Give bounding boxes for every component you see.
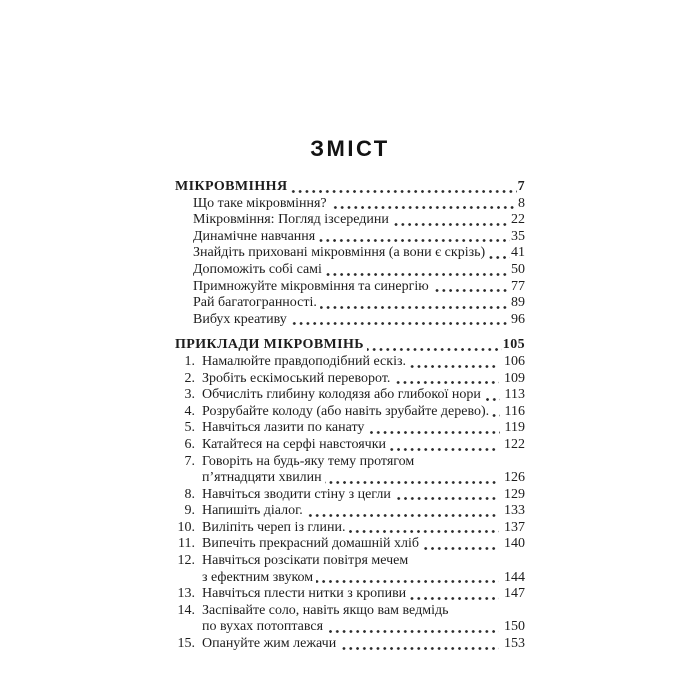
entry-number: 8. [184,486,195,502]
section-page-number: 105 [502,337,525,353]
entry-page-number: 96 [511,311,525,327]
entry-label: Що таке мікровміння? [193,195,327,211]
toc-entry-row [175,245,525,262]
page-title: ЗМІСТ [310,136,390,161]
toc-section [175,179,525,328]
toc-entry-row [175,196,525,213]
entry-number: 7. [184,453,195,469]
entry-page-number: 153 [504,636,525,652]
entry-label: Намалюйте правдоподібний ескіз. [202,353,406,369]
entry-label: Допоможіть собі самі [193,261,322,277]
toc-entry-row [175,636,525,653]
dot-leader [306,514,499,517]
entry-label: Примножуйте мікровміння та синергію [193,278,429,294]
entry-number: 4. [184,403,195,419]
dot-leader [367,348,502,351]
toc-entry-row [175,354,525,371]
entry-label: Розрубайте колоду (або навіть зрубайте дерево). [202,403,490,419]
dot-leader [393,381,499,384]
toc-entry-row [175,371,525,388]
entry-page-number: 119 [504,420,525,436]
dot-leader [394,497,499,500]
toc-entry-row [175,603,525,620]
toc-entry-row [175,536,525,553]
dot-leader [320,306,510,309]
entry-page-number: 140 [504,536,525,552]
entry-number: 14. [177,602,195,618]
entry-label: Заспівайте соло, навіть якщо вам ведмідь [202,602,449,618]
entry-page-number: 22 [511,212,525,228]
entry-page-number: 35 [511,228,525,244]
entry-label: Навчіться лазити по канату [202,420,365,436]
entry-number: 3. [184,387,195,403]
entry-page-number: 133 [504,503,525,519]
entry-page-number: 122 [504,436,525,452]
entry-number: 13. [177,586,195,602]
dot-leader [290,322,510,325]
toc-entry-continuation-row [175,570,525,587]
toc-entry-row [175,404,525,421]
entry-number: 2. [184,370,195,386]
toc-section-heading-row [175,337,525,354]
section-page-number: 7 [517,179,525,194]
entry-label-continued: з ефектним звуком [202,569,314,585]
entry-page-number: 106 [504,353,525,369]
dot-leader [325,481,499,484]
entry-label: Рай багатогранності. [193,295,317,311]
dot-leader [492,414,499,417]
entry-number: 9. [184,503,195,519]
toc-entry-row [175,420,525,437]
table-of-contents [175,137,525,653]
entry-number: 1. [184,353,195,369]
dot-leader [290,190,516,193]
entry-page-number: 77 [511,278,525,294]
toc-entry-continuation-row [175,470,525,487]
toc-entry-row [175,437,525,454]
toc-entry-row [175,229,525,246]
entry-page-number: 109 [504,370,525,386]
toc-section [175,337,525,652]
entry-page-number: 150 [504,619,525,635]
entry-label-continued: по вухах потоптався [202,619,324,635]
entry-page-number: 41 [511,245,525,261]
entry-label: Випечіть прекрасний домашній хліб [202,536,420,552]
entry-page-number: 89 [511,295,525,311]
entry-label: Мікровміння: Погляд ізсередини [193,212,389,228]
toc-entry-row [175,487,525,504]
entry-page-number: 8 [518,195,525,211]
entry-number: 12. [177,553,195,569]
entry-page-number: 126 [504,470,525,486]
toc-entry-row [175,212,525,229]
entry-label: Катайтеся на серфі навстоячки [202,436,386,452]
entry-page-number: 113 [504,387,525,403]
dot-leader [422,547,499,550]
dot-leader [325,273,510,276]
dot-leader [484,398,500,401]
entry-number: 11. [178,536,195,552]
entry-number: 15. [177,636,195,652]
dot-leader [409,365,499,368]
entry-label: Опануйте жим лежачи [202,636,337,652]
dot-leader [316,580,499,583]
entry-page-number: 147 [504,586,525,602]
dot-leader [392,223,510,226]
entry-number: 10. [177,519,195,535]
dot-leader [409,597,499,600]
dot-leader [348,530,499,533]
entry-label: Обчисліть глибину колодязя або глибокої нори [202,387,481,403]
entry-number: 6. [184,436,195,452]
dot-leader [488,256,510,259]
section-heading-label: МІКРОВМІННЯ [175,179,288,194]
dot-leader [389,448,499,451]
dot-leader [367,431,499,434]
toc-entry-row [175,262,525,279]
toc-entry-row [175,503,525,520]
entry-label: Виліпіть череп із глини. [202,519,346,535]
entry-page-number: 116 [504,403,525,419]
dot-leader [326,630,499,633]
entry-label: Говоріть на будь-яку тему протягом [202,453,415,469]
entry-label: Динамічне навчання [193,228,316,244]
entry-page-number: 129 [504,486,525,502]
toc-section-heading-row [175,179,525,196]
entry-label: Навчіться розсікати повітря мечем [202,553,409,569]
toc-entry-row [175,454,525,471]
toc-sections [175,179,525,653]
entry-label: Напишіть діалог. [202,503,303,519]
entry-label: Вибух креативу [193,311,287,327]
section-heading-label: ПРИКЛАДИ МІКРОВМІНЬ [175,337,364,353]
dot-leader [432,289,510,292]
toc-entry-row [175,586,525,603]
entry-label: Навчіться плести нитки з кропиви [202,586,407,602]
entry-page-number: 137 [504,519,525,535]
entry-page-number: 144 [504,569,525,585]
toc-entry-row [175,295,525,312]
entry-number: 5. [184,420,195,436]
entry-page-number: 50 [511,261,525,277]
entry-label-continued: п’ятнадцяти хвилин [202,470,322,486]
toc-entry-row [175,553,525,570]
entry-label: Навчіться зводити стіну з цегли [202,486,391,502]
entry-label: Зробіть ескімоський переворот. [202,370,391,386]
toc-entry-row [175,520,525,537]
toc-entry-row [175,387,525,404]
entry-label: Знайдіть приховані мікровміння (а вони є скрізь) [193,245,486,261]
dot-leader [330,206,517,209]
toc-entry-continuation-row [175,619,525,636]
dot-leader [339,647,499,650]
toc-entry-row [175,279,525,296]
toc-entry-row [175,312,525,329]
dot-leader [318,239,510,242]
